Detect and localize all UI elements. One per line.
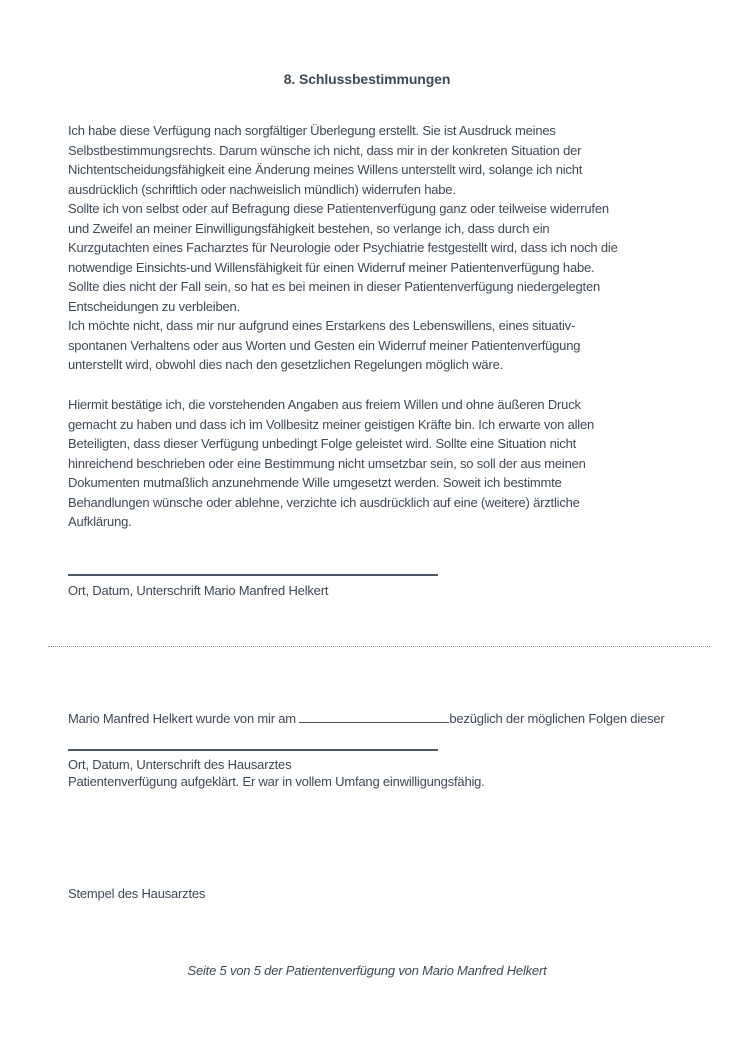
doctor-note-after-blank: bezüglich der möglichen Folgen dieser: [449, 711, 665, 726]
text-line: Sollte dies nicht der Fall sein, so hat es bei meinen in dieser Patientenverfügung niedergelegten: [68, 279, 601, 294]
patient-signature-line: [68, 574, 438, 576]
body-paragraph-revocation: [68, 121, 708, 375]
text-line: Kurzgutachten eines Facharztes für Neurologie oder Psychiatrie festgestellt wird, dass ich noch die: [68, 240, 618, 255]
text-line: und Zweifel an meiner Einwilligungsfähigkeit bestehen, so verlange ich, dass durch ein: [68, 220, 550, 236]
text-line: Hiermit bestätige ich, die vorstehenden Angaben aus freiem Willen und ohne äußeren Druck: [68, 397, 581, 412]
blank-date-line: [299, 710, 449, 723]
doctor-signature-line: [68, 749, 438, 751]
text-line: hinreichend beschrieben oder eine Bestimmung nicht umsetzbar sein, so soll der aus meinen: [68, 455, 586, 471]
text-line: Nichtentscheidungsfähigkeit eine Änderung meines Willens unterstellt wird, solange ich nicht: [68, 162, 583, 177]
text-line: gemacht zu haben und dass ich im Vollbesitz meiner geistigen Kräfte bin. Ich erwarte von allen: [68, 416, 595, 432]
text-line: notwendige Einsichts-und Willensfähigkeit für einen Widerruf meiner Patientenverfügung habe.: [68, 259, 595, 275]
text-line: unterstellt wird, obwohl dies nach den gesetzlichen Regelungen möglich wäre.: [68, 357, 504, 372]
text-line: spontanen Verhaltens oder aus Worten und Gesten ein Widerruf meiner Patientenverfügung: [68, 337, 581, 353]
text-line: Beteiligten, dass dieser Verfügung unbedingt Folge geleistet wird. Sollte eine Situation nicht: [68, 436, 577, 451]
body-paragraph-confirmation: [68, 395, 708, 532]
text-line: ausdrücklich (schriftlich oder nachweislich mündlich) widerrufen habe.: [68, 181, 456, 197]
text-line: [68, 708, 708, 729]
text-line: Dokumenten mutmaßlich anzunehmende Wille umgesetzt werden. Soweit ich bestimmte: [68, 475, 562, 490]
text-line: Sollte ich von selbst oder auf Befragung diese Patientenverfügung ganz oder teilweise widerrufen: [68, 201, 609, 216]
page-title: 8. Schlussbestimmungen: [283, 71, 451, 87]
doctor-signature-label: Ort, Datum, Unterschrift des Hausarztes: [68, 757, 292, 772]
page-footer: Seite 5 von 5 der Patientenverfügung von Mario Manfred Helkert: [187, 963, 547, 978]
doctor-stamp-label: Stempel des Hausarztes: [68, 886, 206, 901]
text-line: Ich habe diese Verfügung nach sorgfältiger Überlegung erstellt. Sie ist Ausdruck meines: [68, 123, 556, 138]
doctor-note-before-blank: Mario Manfred Helkert wurde von mir am: [68, 711, 300, 726]
dotted-divider: [48, 646, 710, 647]
patient-signature-label: Ort, Datum, Unterschrift Mario Manfred Helkert: [68, 583, 329, 598]
text-line: Patientenverfügung aufgeklärt. Er war in vollem Umfang einwilligungsfähig.: [68, 774, 485, 789]
text-line: Behandlungen wünsche oder ablehne, verzichte ich ausdrücklich auf eine (weitere) ärztliche: [68, 494, 580, 510]
text-line: Entscheidungen zu verbleiben.: [68, 298, 240, 314]
text-line: Ich möchte nicht, dass mir nur aufgrund eines Erstarkens des Lebenswillens, eines situativ-: [68, 318, 576, 333]
text-line: Selbstbestimmungsrechts. Darum wünsche ich nicht, dass mir in der konkreten Situation der: [68, 142, 582, 158]
text-line: Aufklärung.: [68, 514, 132, 529]
